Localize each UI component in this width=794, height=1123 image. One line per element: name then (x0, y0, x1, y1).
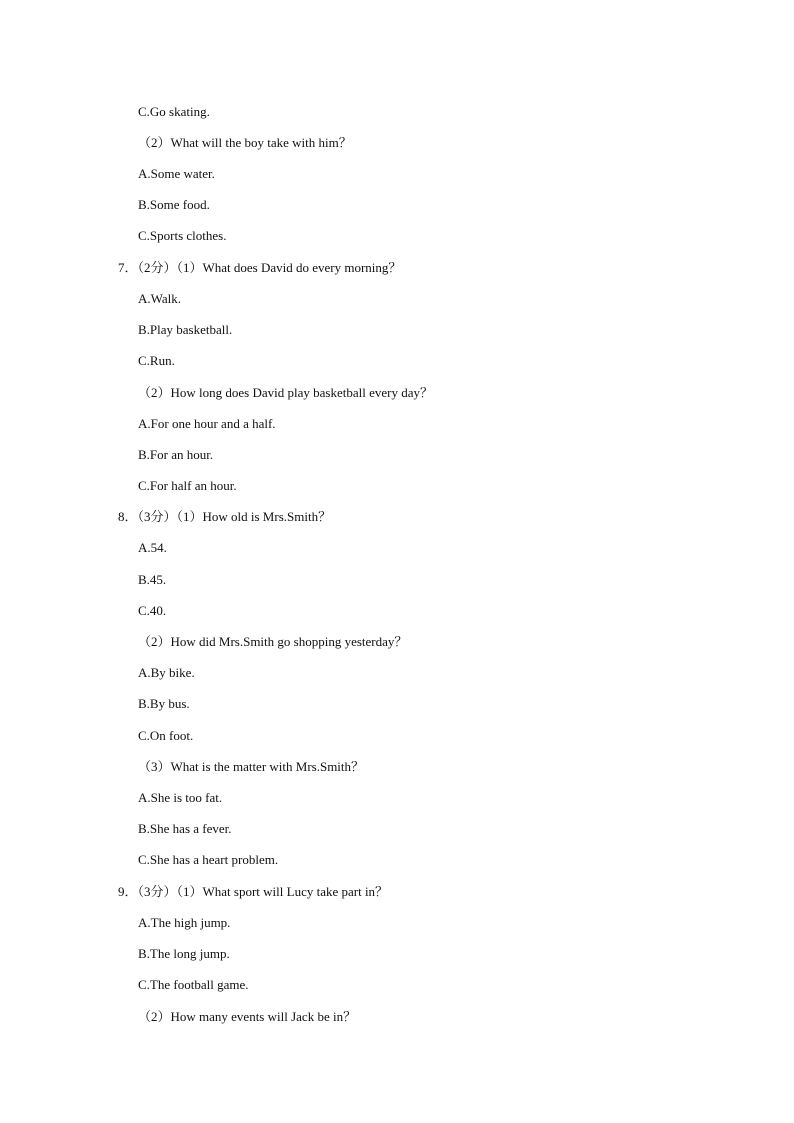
subquestion-q8-3: （3）What is the matter with Mrs.Smith？ (138, 759, 365, 774)
question-8-heading: 8．（3分）（1）How old is Mrs.Smith？ (118, 509, 332, 524)
subquestion-q9-2: （2）How many events will Jack be in？ (138, 1009, 357, 1024)
option-q7-2-a: A.For one hour and a half. (138, 416, 276, 431)
option-q9-1-a: A.The high jump. (138, 915, 231, 930)
option-q7-1-c: C.Run. (138, 353, 175, 368)
option-q6-2-c: C.Sports clothes. (138, 228, 227, 243)
subquestion-q7-2: （2）How long does David play basketball every day？ (138, 385, 433, 400)
option-q7-2-c: C.For half an hour. (138, 478, 237, 493)
option-q6-2-a: A.Some water. (138, 166, 215, 181)
option-q8-1-c: C.40. (138, 603, 167, 618)
option-q8-3-b: B.She has a fever. (138, 821, 232, 836)
option-q8-3-a: A.She is too fat. (138, 790, 223, 805)
option-q6-2-b: B.Some food. (138, 197, 210, 212)
option-q7-1-a: A.Walk. (138, 291, 181, 306)
option-q6-1-c: C.Go skating. (138, 104, 210, 119)
option-q8-2-b: B.By bus. (138, 696, 190, 711)
option-q8-1-b: B.45. (138, 572, 167, 587)
subquestion-q6-2: （2）What will the boy take with him？ (138, 135, 352, 150)
option-q8-1-a: A.54. (138, 540, 167, 555)
subquestion-q8-2: （2）How did Mrs.Smith go shopping yesterday？ (138, 634, 408, 649)
option-q8-3-c: C.She has a heart problem. (138, 852, 279, 867)
option-q9-1-c: C.The football game. (138, 977, 249, 992)
option-q9-1-b: B.The long jump. (138, 946, 230, 961)
question-7-heading: 7．（2分）（1）What does David do every morning？ (118, 260, 402, 275)
question-9-heading: 9．（3分）（1）What sport will Lucy take part in？ (118, 884, 389, 899)
option-q8-2-a: A.By bike. (138, 665, 195, 680)
option-q8-2-c: C.On foot. (138, 728, 194, 743)
option-q7-1-b: B.Play basketball. (138, 322, 233, 337)
option-q7-2-b: B.For an hour. (138, 447, 214, 462)
